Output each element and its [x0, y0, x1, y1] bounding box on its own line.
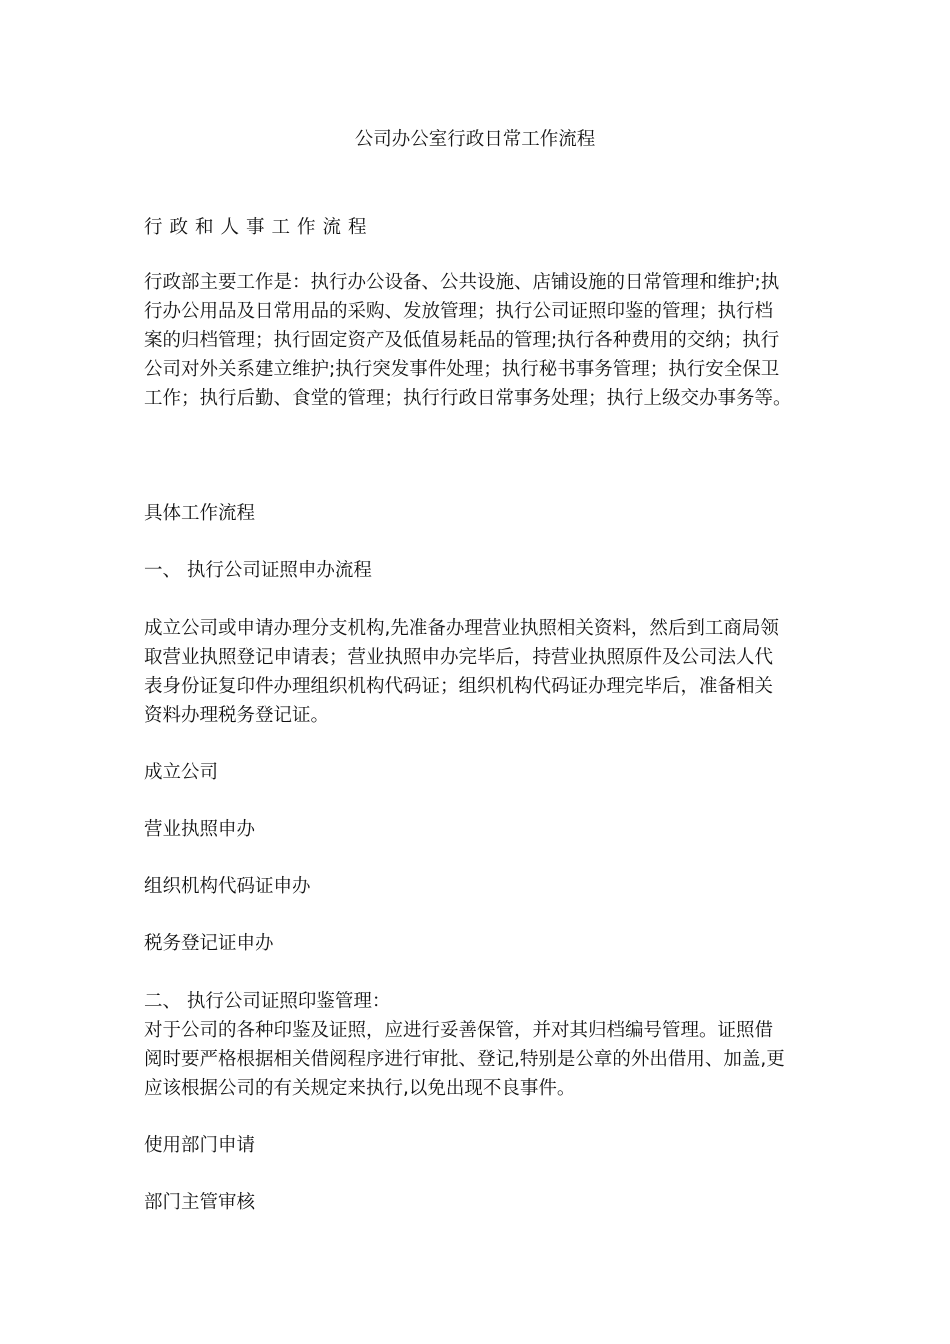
paragraph-line: 案的归档管理；执行固定资产及低值易耗品的管理;执行各种费用的交纳；执行 [144, 330, 780, 351]
flow-step: 使用部门申请 [144, 1135, 256, 1156]
paragraph-line: 取营业执照登记申请表；营业执照申办完毕后，持营业执照原件及公司法人代 [144, 647, 774, 668]
flow-step: 组织机构代码证申办 [144, 876, 311, 897]
paragraph-line: 成立公司或申请办理分支机构,先准备办理营业执照相关资料，然后到工商局领 [144, 618, 779, 639]
section-heading: 行政和人事工作流程 [144, 217, 374, 238]
paragraph-line: 行政部主要工作是：执行办公设备、公共设施、店铺设施的日常管理和维护;执 [144, 272, 780, 293]
part2-paragraph [144, 1016, 809, 1103]
intro-paragraph [144, 268, 809, 413]
part1-heading: 一、 执行公司证照申办流程 [144, 560, 372, 581]
paragraph-line: 表身份证复印件办理组织机构代码证；组织机构代码证办理完毕后，准备相关 [144, 676, 774, 697]
flow-step: 税务登记证申办 [144, 933, 274, 954]
flow-step: 营业执照申办 [144, 819, 256, 840]
paragraph-line: 公司对外关系建立维护;执行突发事件处理；执行秘书事务管理；执行安全保卫 [144, 359, 780, 380]
paragraph-line: 阅时要严格根据相关借阅程序进行审批、登记,特别是公章的外出借用、加盖,更 [144, 1049, 785, 1070]
flow-step: 部门主管审核 [144, 1192, 256, 1213]
workflow-heading: 具体工作流程 [144, 503, 256, 524]
flow-step: 成立公司 [144, 762, 219, 783]
paragraph-line: 应该根据公司的有关规定来执行,以免出现不良事件。 [144, 1078, 576, 1099]
document-title: 公司办公室行政日常工作流程 [354, 129, 596, 150]
part1-paragraph [144, 614, 809, 730]
paragraph-line: 对于公司的各种印鉴及证照，应进行妥善保管，并对其归档编号管理。证照借 [144, 1020, 774, 1041]
paragraph-line: 工作；执行后勤、食堂的管理；执行行政日常事务处理；执行上级交办事务等。 [144, 388, 792, 409]
paragraph-line: 行办公用品及日常用品的采购、发放管理；执行公司证照印鉴的管理；执行档 [144, 301, 774, 322]
part2-heading: 二、 执行公司证照印鉴管理： [144, 991, 391, 1012]
paragraph-line: 资料办理税务登记证。 [144, 705, 330, 726]
